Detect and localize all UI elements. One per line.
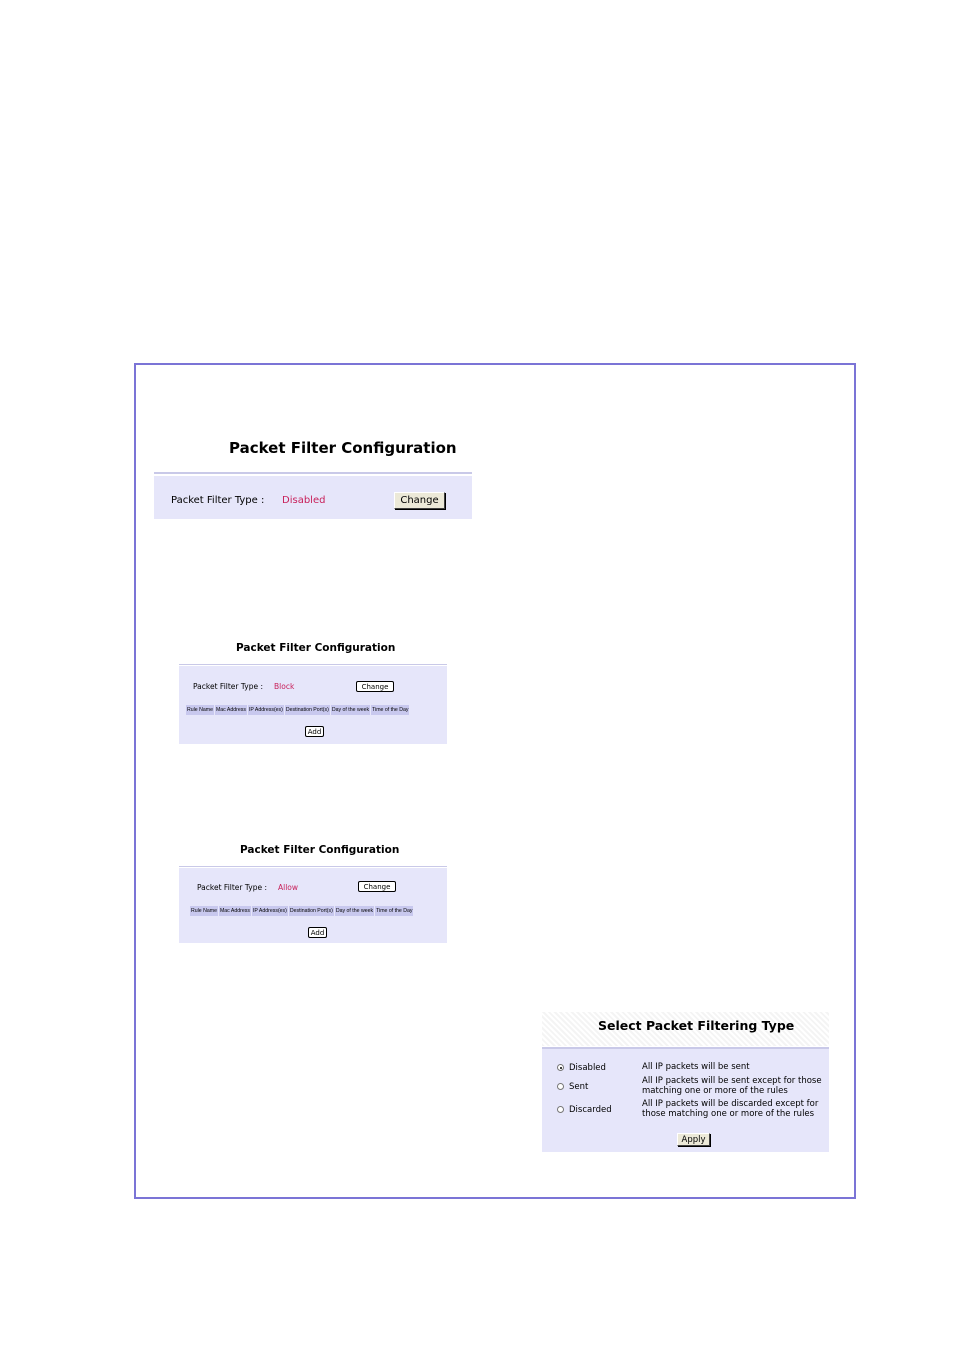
radio-sent[interactable] (557, 1083, 564, 1090)
panel-title: Packet Filter Configuration (240, 844, 400, 856)
title-divider (179, 866, 447, 867)
option-label: Sent (569, 1082, 589, 1092)
radio-discarded[interactable] (557, 1106, 564, 1113)
filter-config-box (179, 868, 447, 943)
rules-table (189, 905, 414, 917)
rules-table-header (186, 705, 409, 715)
column-header: IP Address(es) (248, 707, 283, 713)
column-header: Day of the week (335, 908, 374, 914)
filter-config-box (179, 666, 447, 744)
column-header: Time of the Day (372, 707, 409, 713)
option-description: All IP packets will be discarded except for those matching one or more of the rules (642, 1099, 819, 1119)
column-header: Rule Name (191, 908, 217, 914)
title-divider (179, 664, 447, 665)
column-header: Rule Name (187, 707, 213, 713)
rules-table (185, 704, 410, 716)
filter-type-value: Allow (278, 883, 299, 892)
title-divider (154, 472, 472, 474)
filter-type-label: Packet Filter Type : (171, 495, 265, 506)
column-header: Destination Port(s) (289, 908, 333, 914)
radio-disabled[interactable] (557, 1064, 564, 1071)
rules-table-header (190, 906, 413, 916)
change-button[interactable]: Change (356, 681, 394, 692)
column-header: Mac Address (215, 707, 246, 713)
column-header: Day of the week (331, 707, 370, 713)
filter-type-row (154, 476, 472, 519)
filter-type-value: Disabled (282, 495, 326, 506)
option-description: All IP packets will be sent except for those matching one or more of the rules (642, 1076, 822, 1096)
column-header: Destination Port(s) (285, 707, 329, 713)
filter-type-label: Packet Filter Type : (193, 682, 264, 691)
column-header: Mac Address (219, 908, 250, 914)
apply-button[interactable]: Apply (677, 1133, 710, 1146)
change-button[interactable]: Change (358, 881, 396, 892)
filter-type-label: Packet Filter Type : (197, 883, 268, 892)
add-button[interactable]: Add (308, 927, 327, 938)
filter-options-box (542, 1049, 829, 1152)
panel-title: Packet Filter Configuration (229, 439, 457, 457)
column-header: Time of the Day (376, 908, 413, 914)
column-header: IP Address(es) (252, 908, 287, 914)
option-description: All IP packets will be sent (642, 1062, 750, 1072)
add-button[interactable]: Add (305, 726, 324, 737)
panel-title: Packet Filter Configuration (236, 642, 396, 654)
filter-type-value: Block (274, 682, 295, 691)
change-button[interactable]: Change (394, 492, 445, 509)
option-label: Discarded (569, 1105, 612, 1115)
option-label: Disabled (569, 1063, 606, 1073)
panel-title: Select Packet Filtering Type (598, 1018, 795, 1033)
